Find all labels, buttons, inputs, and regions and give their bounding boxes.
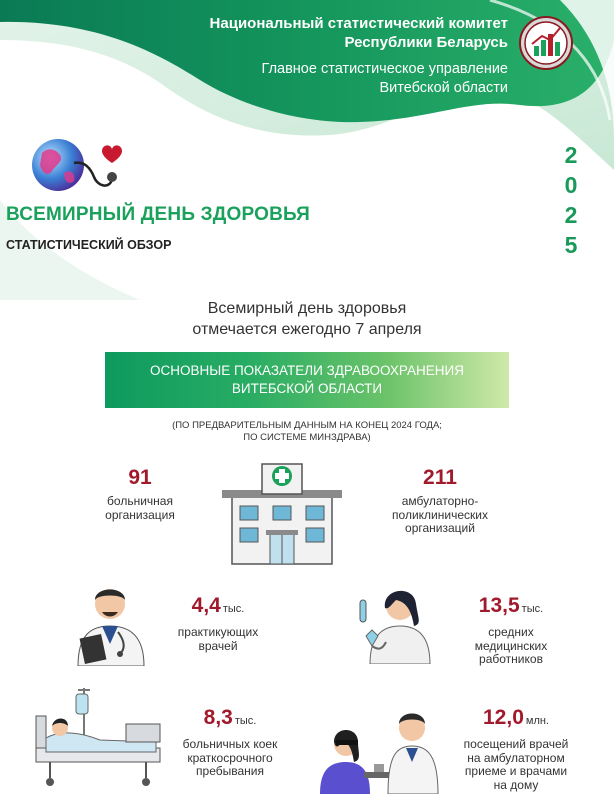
stat-value: 8,3: [203, 706, 233, 729]
page-title: ВСЕМИРНЫЙ ДЕНЬ ЗДОРОВЬЯ: [6, 204, 310, 225]
stat-unit: млн.: [525, 715, 549, 727]
stat-visits: [455, 706, 577, 792]
globe-stethoscope-icon: [30, 133, 130, 203]
organization-name: Национальный статистический комитет Республики Беларусь: [209, 15, 508, 51]
year-vertical: 2 0 2 5: [564, 142, 578, 258]
stat-outpatient: [380, 466, 500, 536]
stat-beds: [172, 706, 288, 779]
intro-text: Всемирный день здоровья отмечается ежегодно 7 апреля: [192, 300, 422, 338]
doctor-visit-illustration: [314, 690, 449, 794]
stat-label: посещений врачей на амбулаторном приеме и врачами на дому: [463, 737, 569, 792]
stat-label: амбулаторно- поликлинических организаций: [392, 494, 488, 535]
stat-label: практикующих врачей: [177, 625, 259, 653]
stat-value: 211: [423, 466, 457, 489]
section-banner: ОСНОВНЫЕ ПОКАЗАТЕЛИ ЗДРАВООХРАНЕНИЯ ВИТЕБСКОЙ ОБЛАСТИ: [105, 352, 509, 408]
stat-nurses: [455, 594, 567, 667]
stat-value: 12,0: [483, 706, 524, 729]
stat-doctors: [170, 594, 266, 653]
belstat-emblem-icon: [518, 12, 574, 74]
nurse-illustration: [352, 578, 440, 664]
stat-unit: тыс.: [222, 603, 245, 615]
hospital-building-icon: [222, 458, 342, 568]
stat-value: 4,4: [191, 594, 221, 617]
hospital-bed-illustration: [30, 682, 165, 788]
stat-label: средних медицинских работников: [474, 625, 548, 666]
stat-unit: тыс.: [234, 715, 257, 727]
doctor-illustration: [68, 574, 153, 666]
stat-value: 13,5: [478, 594, 520, 617]
data-source-note: (ПО ПРЕДВАРИТЕЛЬНЫМ ДАННЫМ НА КОНЕЦ 2024 ГОДА; ПО СИСТЕМЕ МИНЗДРАВА): [172, 420, 442, 443]
department-name: Главное статистическое управление Витебской области: [261, 61, 508, 96]
stat-value: 91: [128, 466, 152, 489]
stat-label: больничных коек краткосрочного пребывания: [182, 737, 278, 778]
stat-unit: тыс.: [521, 603, 544, 615]
stat-label: больничная организация: [105, 494, 175, 522]
page-subtitle: СТАТИСТИЧЕСКИЙ ОБЗОР: [6, 238, 172, 252]
stat-hospitals: [80, 466, 200, 522]
